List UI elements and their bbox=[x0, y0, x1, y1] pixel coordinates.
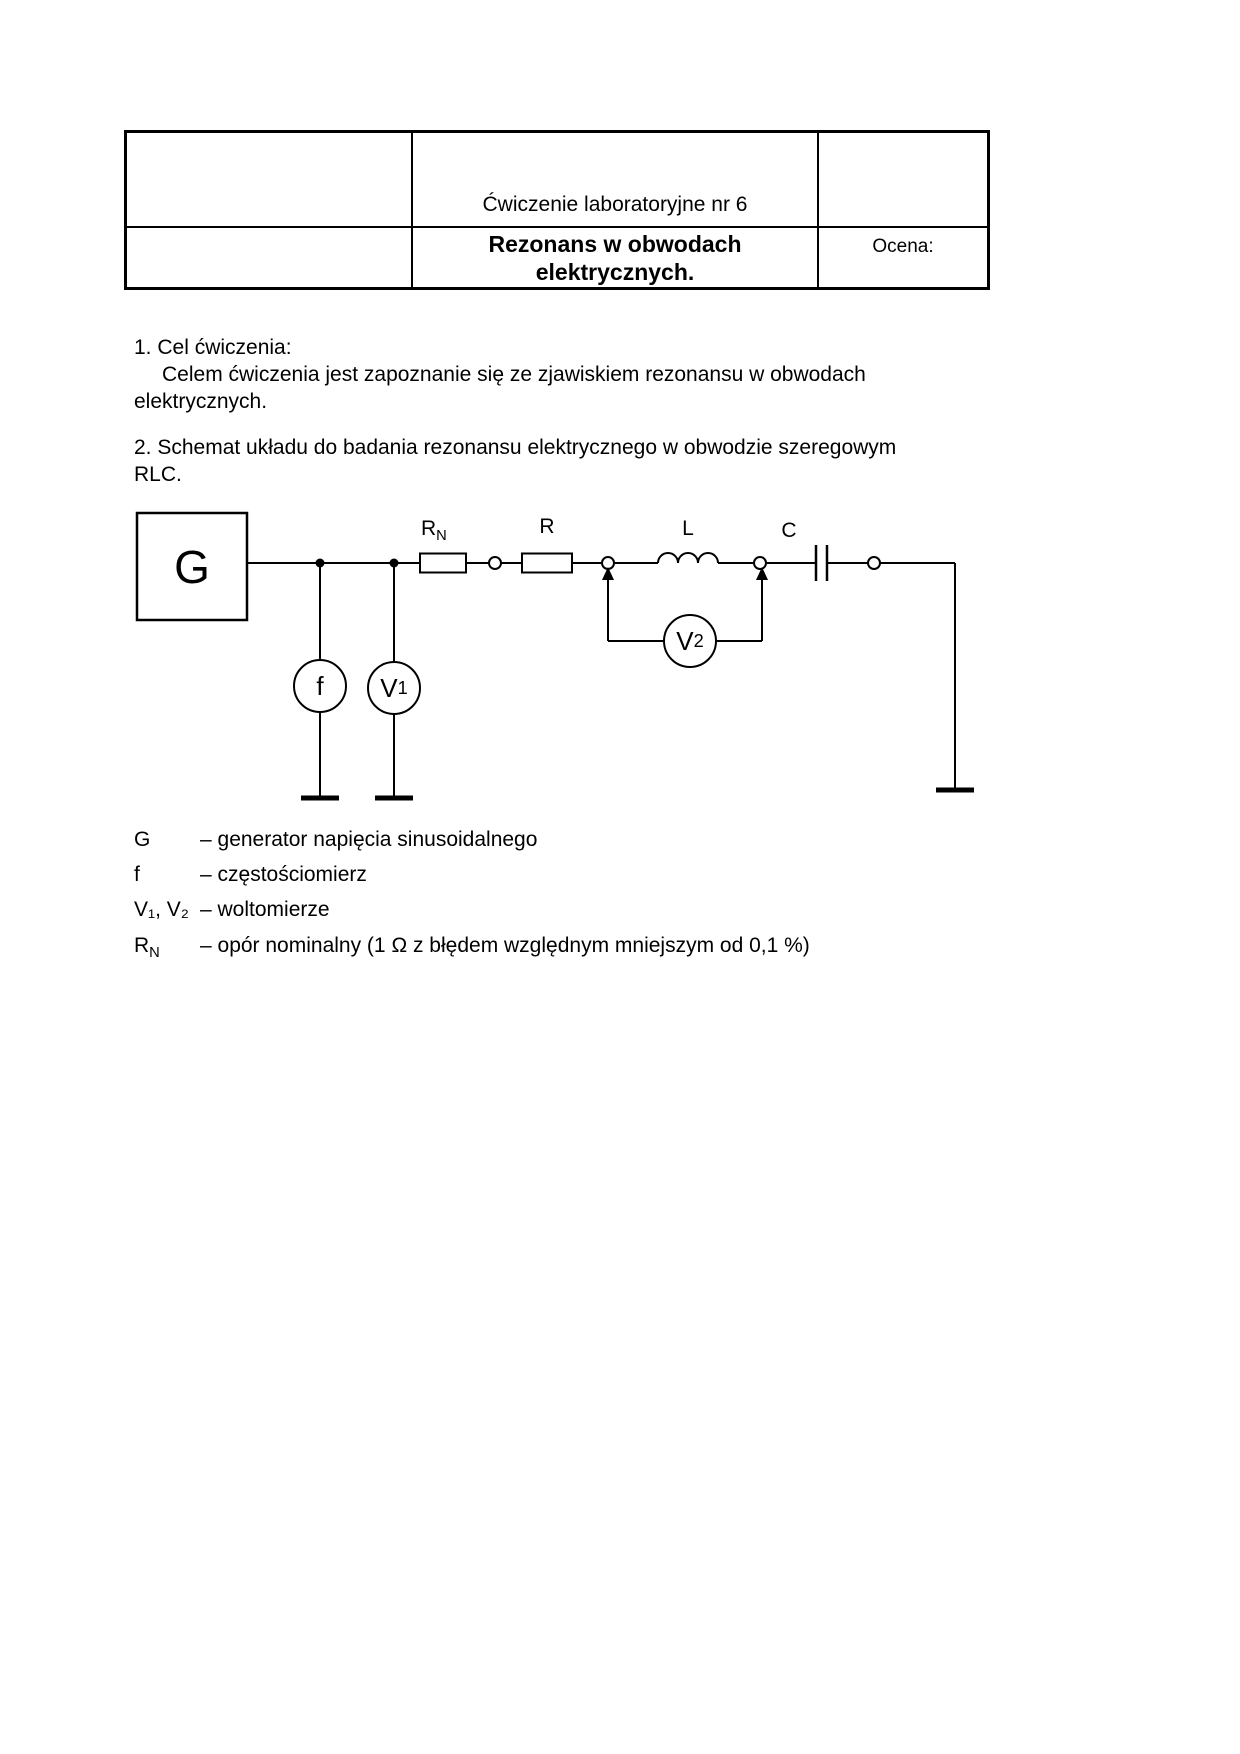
header-cell-top-left bbox=[127, 133, 413, 228]
voltmeter2-label bbox=[664, 615, 716, 667]
legend-item-nominal-resistor bbox=[134, 932, 810, 967]
voltmeter1-label-main: V bbox=[380, 672, 398, 703]
legend-symbol-main: R bbox=[134, 933, 150, 957]
header-cell-grade bbox=[819, 228, 987, 287]
schematic-heading-line2: RLC. bbox=[134, 463, 182, 486]
header-cell-exercise bbox=[413, 133, 819, 228]
legend-symbol-main: G bbox=[134, 828, 151, 851]
nominal-resistor-label-main: R bbox=[421, 517, 437, 540]
nominal-resistor-box bbox=[420, 554, 466, 573]
legend-description: – częstościomierz bbox=[200, 863, 367, 887]
legend-symbol bbox=[134, 932, 200, 967]
legend-description: – generator napięcia sinusoidalnego bbox=[200, 828, 538, 851]
goal-body-line1: Celem ćwiczenia jest zapoznanie się ze zjawiskiem rezonansu w obwodach bbox=[162, 363, 866, 386]
document-title-line1: Rezonans w obwodach bbox=[488, 230, 742, 257]
section-schematic bbox=[134, 434, 896, 488]
circuit-wires bbox=[137, 513, 974, 798]
legend-symbol bbox=[134, 896, 200, 931]
legend bbox=[134, 826, 810, 967]
terminal-circle bbox=[868, 557, 880, 569]
legend-description: – woltomierze bbox=[200, 898, 330, 922]
junction-dot bbox=[390, 559, 399, 568]
generator-label: G bbox=[174, 540, 210, 593]
legend-symbol bbox=[134, 861, 200, 896]
legend-symbol-main: V₁, V₂ bbox=[134, 898, 189, 922]
legend-item-frequency-meter bbox=[134, 861, 810, 896]
nominal-resistor-label-sub: N bbox=[436, 528, 447, 545]
resistor-box bbox=[522, 554, 572, 573]
voltmeter2-label-sub: 2 bbox=[693, 630, 704, 651]
terminal-circle bbox=[489, 557, 501, 569]
frequency-meter-label: f bbox=[316, 670, 324, 701]
voltmeter2-label-main: V bbox=[676, 625, 694, 656]
header-cell-title bbox=[413, 228, 819, 287]
circuit-nodes bbox=[316, 559, 769, 581]
capacitor-label: C bbox=[781, 519, 797, 542]
schematic-heading-line1: 2. Schemat układu do badania rezonansu elektrycznego w obwodzie szeregowym bbox=[134, 436, 897, 459]
legend-symbol-main: f bbox=[134, 863, 140, 887]
goal-heading: 1. Cel ćwiczenia: bbox=[134, 336, 292, 359]
exercise-label: Ćwiczenie laboratoryjne nr 6 bbox=[482, 193, 748, 216]
grade-label: Ocena: bbox=[872, 236, 934, 257]
legend-item-generator bbox=[134, 826, 810, 861]
arrowhead-left bbox=[602, 567, 614, 580]
legend-symbol bbox=[134, 826, 200, 861]
voltmeter1-label-sub: 1 bbox=[397, 677, 408, 698]
inductor-label: L bbox=[682, 517, 694, 540]
header-cell-top-right bbox=[819, 133, 987, 228]
nominal-resistor-label bbox=[421, 517, 447, 544]
header-table bbox=[124, 130, 990, 290]
voltmeter1-label bbox=[368, 662, 420, 714]
section-goal bbox=[134, 334, 866, 415]
header-cell-bottom-left bbox=[127, 228, 413, 287]
legend-description: – opór nominalny (1 Ω z błędem względnym mniejszym od 0,1 %) bbox=[200, 933, 810, 957]
legend-symbol-sub: N bbox=[149, 944, 160, 961]
goal-body-line2: elektrycznych. bbox=[134, 390, 268, 413]
inductor-coil bbox=[658, 553, 718, 563]
junction-dot bbox=[316, 559, 325, 568]
resistor-label: R bbox=[539, 515, 555, 538]
legend-item-voltmeters bbox=[134, 896, 810, 931]
document-title-line2: elektrycznych. bbox=[535, 258, 695, 285]
terminal-circle bbox=[754, 557, 766, 569]
